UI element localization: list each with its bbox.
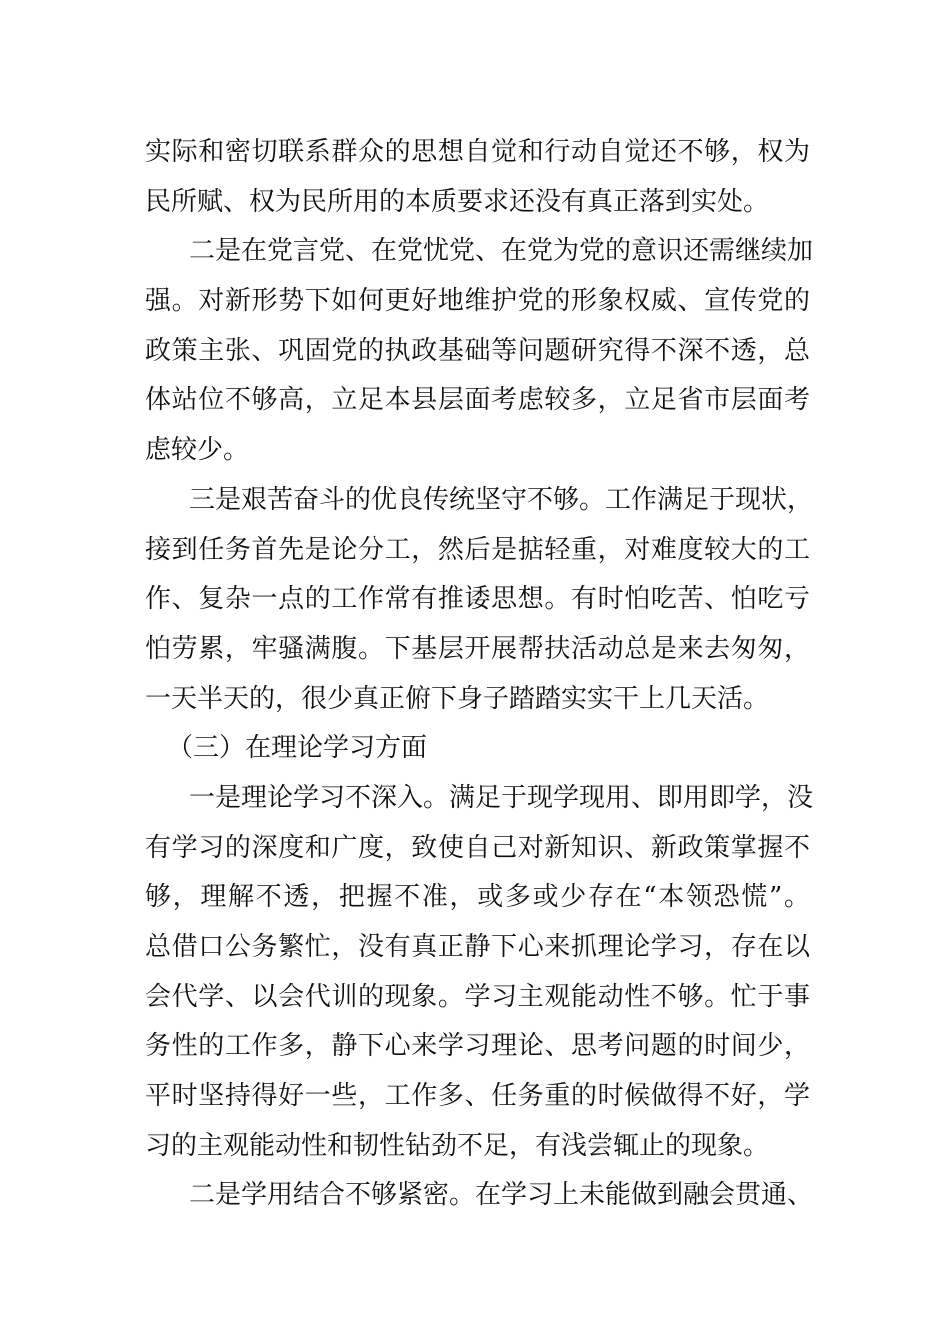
text-line: 作、复杂一点的工作常有推诿思想。有时怕吃苦、怕吃亏: [145, 584, 810, 615]
text-line: 够，理解不透，把握不准，或多或少存在“本领恐慌”。: [145, 882, 810, 913]
text-line: 实际和密切联系群众的思想自觉和行动自觉还不够，权为: [145, 137, 810, 167]
text-line: 体站位不够高，立足本县层面考虑较多，立足省市层面考: [145, 385, 810, 416]
text-line: 强。对新形势下如何更好地维护党的形象权威、宣传党的: [145, 286, 810, 317]
section-heading: （三）在理论学习方面: [167, 733, 428, 764]
text-line: 怕劳累，牢骚满腹。下基层开展帮扶活动总是来去匆匆，: [145, 633, 810, 664]
text-line: 平时坚持得好一些，工作多、任务重的时候做得不好，学: [145, 1081, 810, 1112]
text-line: 会代学、以会代训的现象。学习主观能动性不够。忙于事: [145, 981, 810, 1012]
text-line: 一天半天的，很少真正俯下身子踏踏实实干上几天活。: [145, 683, 770, 714]
text-line: 习的主观能动性和韧性钻劲不足，有浅尝辄止的现象。: [145, 1130, 770, 1161]
document-body: [145, 128, 814, 1221]
text-line: 接到任务首先是论分工，然后是掂轻重，对难度较大的工: [145, 534, 810, 565]
text-line: 政策主张、巩固党的执政基础等问题研究得不深不透，总: [145, 335, 810, 366]
text-line: 务性的工作多，静下心来学习理论、思考问题的时间少，: [145, 1031, 810, 1062]
text-line: 有学习的深度和广度，致使自己对新知识、新政策掌握不: [145, 832, 810, 863]
text-line: 民所赋、权为民所用的本质要求还没有真正落到实处。: [145, 186, 770, 217]
paragraph-start-line: 二是学用结合不够紧密。在学习上未能做到融会贯通、: [189, 1180, 814, 1211]
text-line: 虑较少。: [145, 435, 250, 466]
paragraph-start-line: 三是艰苦奋斗的优良传统坚守不够。工作满足于现状，: [189, 484, 814, 515]
paragraph-start-line: 二是在党言党、在党忧党、在党为党的意识还需继续加: [189, 236, 814, 267]
text-line: 总借口公务繁忙，没有真正静下心来抓理论学习，存在以: [145, 932, 810, 962]
paragraph-start-line: 一是理论学习不深入。满足于现学现用、即用即学，没: [189, 782, 814, 813]
